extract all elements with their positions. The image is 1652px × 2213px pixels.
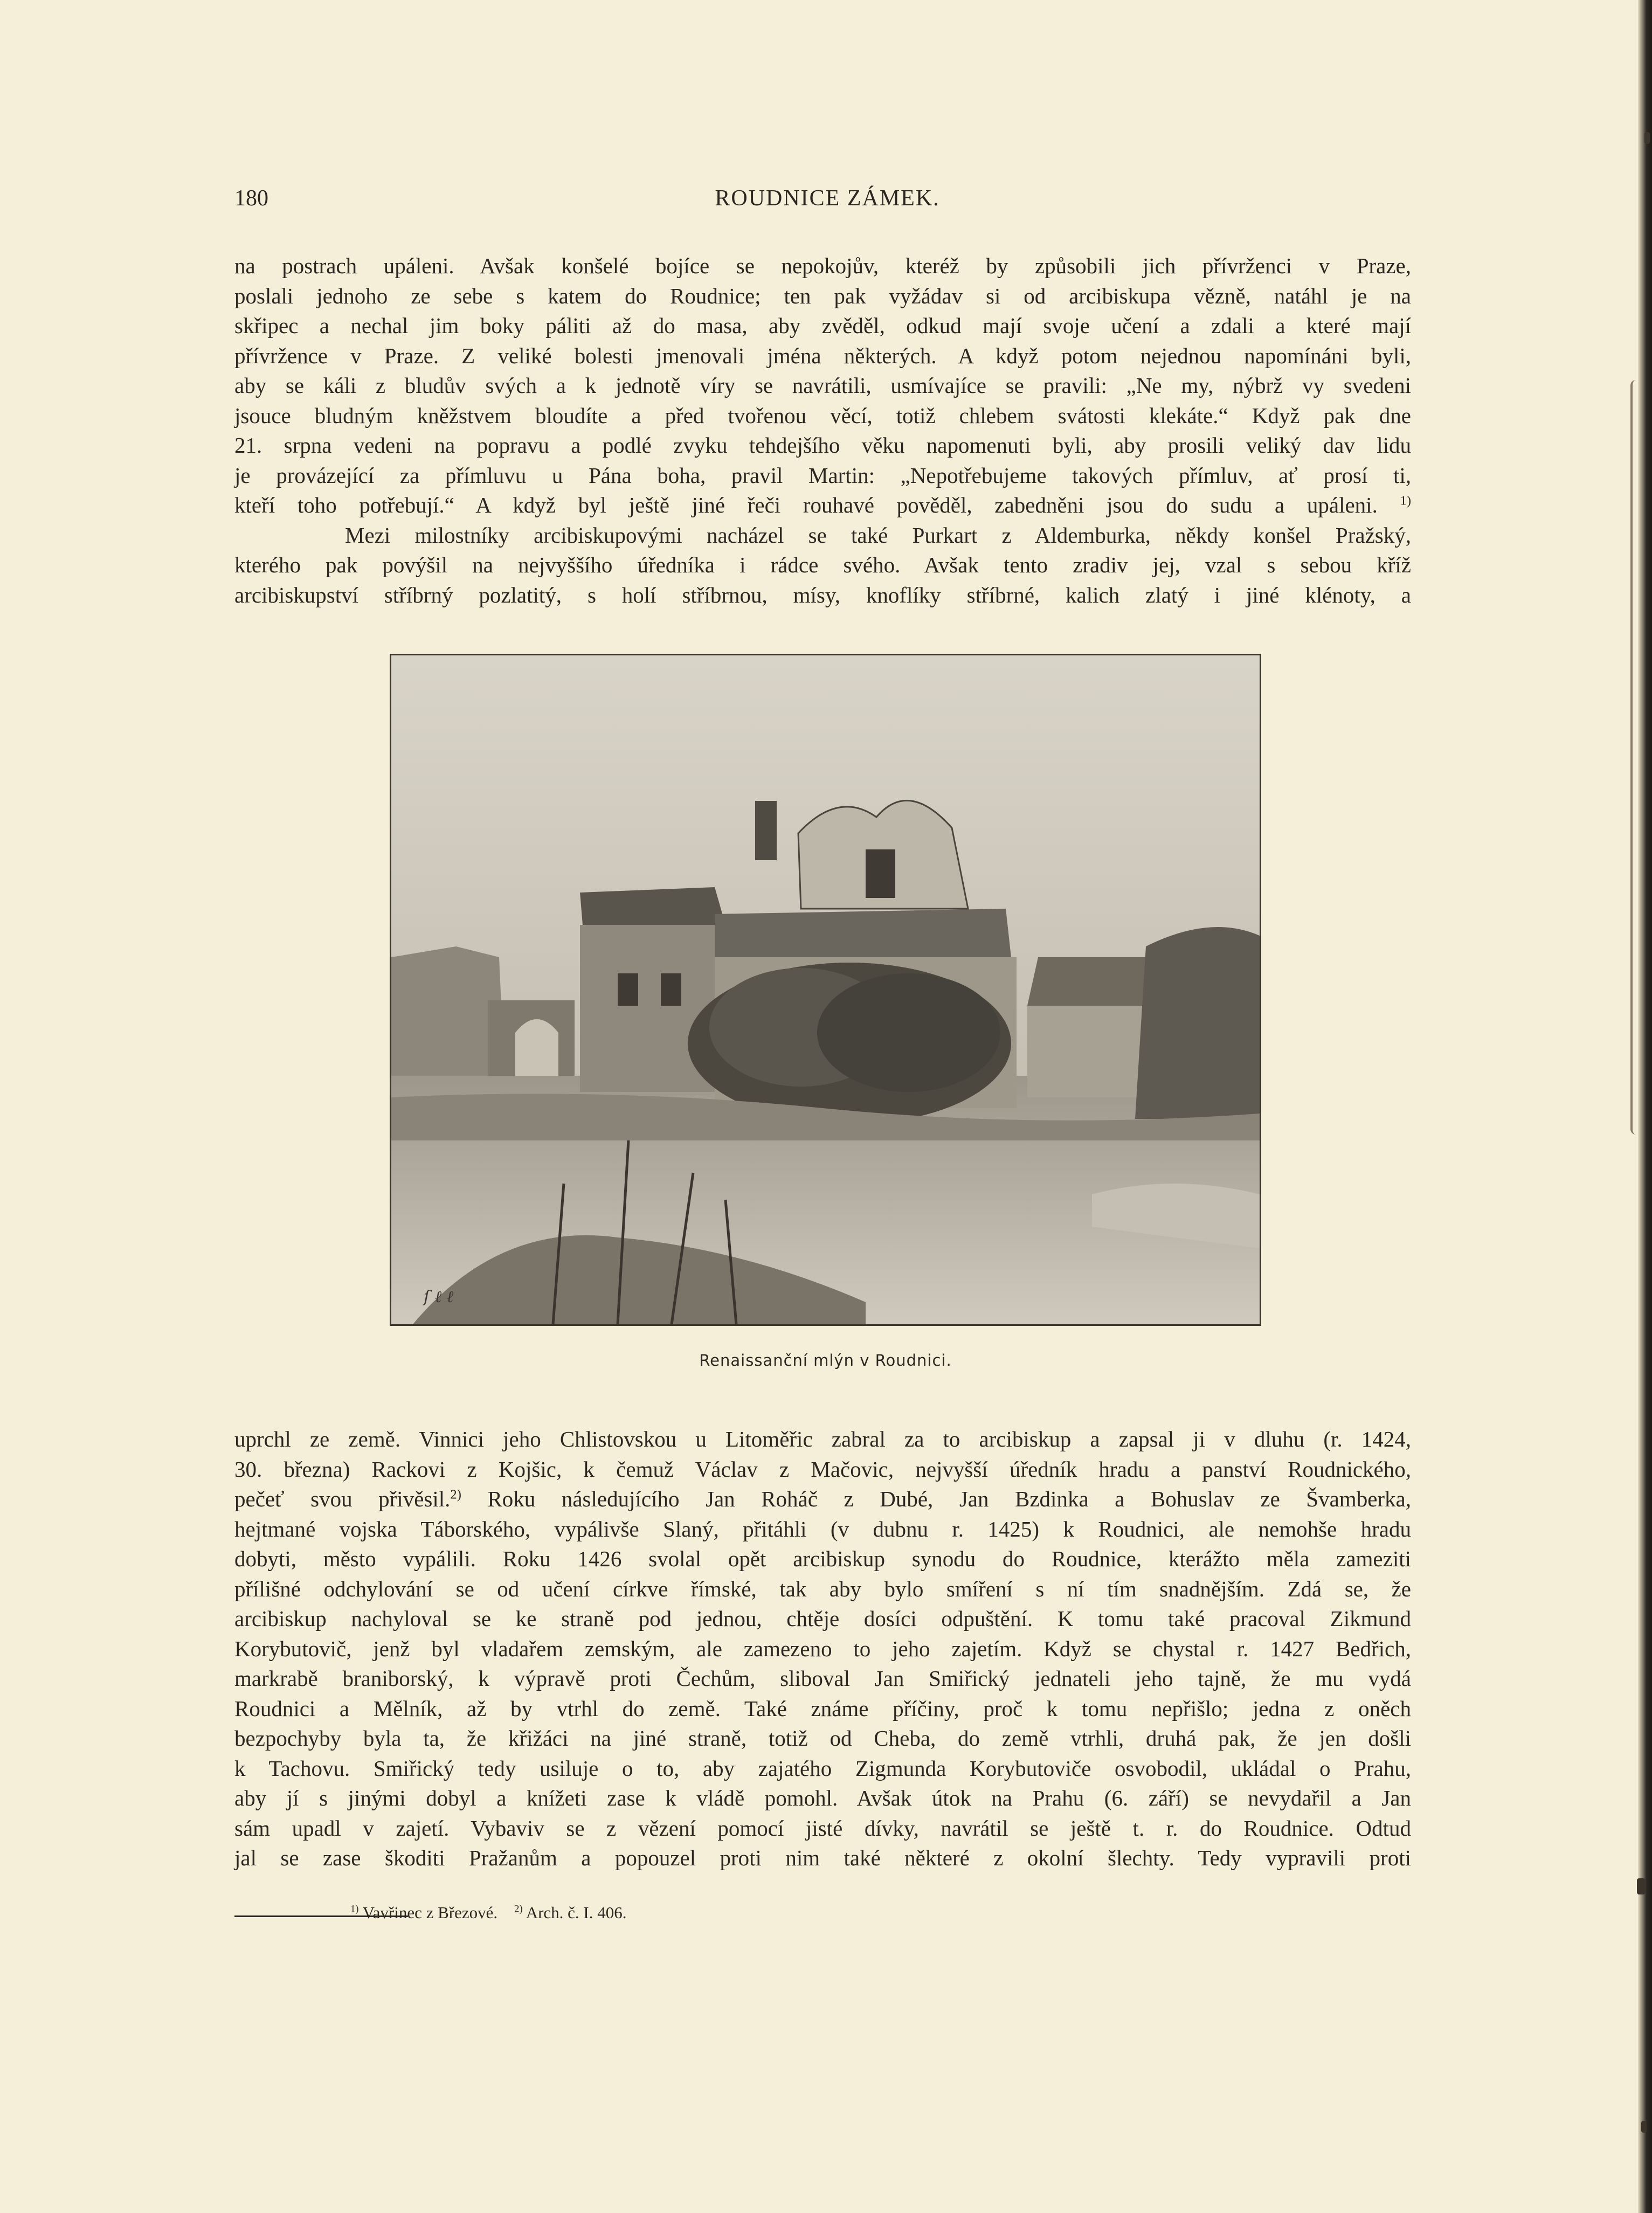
page-number: 180 (234, 186, 268, 211)
text-line (234, 1484, 1411, 1514)
text-line: je provázející za přímluvu u Pána boha, pravil Martin: „Nepotřebujeme takových přímluv, ať prosí ti, (234, 462, 1411, 488)
mill-engraving (391, 655, 1260, 1324)
page-header (234, 185, 1420, 218)
text-line: 30. března) Rackovi z Kojšic, k čemuž Václav z Mačovic, nejvyšší úředník hradu a panství Roudnického, (234, 1456, 1411, 1482)
text-line: bezpochyby byla ta, že křižáci na jiné straně, totiž od Cheba, do země vtrhli, druhá pak, že jen došli (234, 1726, 1411, 1751)
text-line: aby jí s jinými dobyl a knížeti zase k vládě pomohl. Avšak útok na Prahu (6. září) se nevydařil a Jan (234, 1786, 1411, 1810)
text-line: markrabě braniborský, k výpravě proti Čechům, sliboval Jan Smiřický jednateli jeho tajně, že mu vydá (234, 1666, 1411, 1691)
footnote-ref: 2) (450, 1487, 461, 1502)
illustration-mill (390, 654, 1261, 1326)
footnote-ref: 1) (1400, 493, 1412, 508)
text-line (234, 1873, 1411, 1904)
edge-mark (1641, 2121, 1647, 2133)
text-line: na postrach upáleni. Avšak konšelé bojíce se nepokojův, kteréž by způsobili jich přívrženci v Praze, (234, 253, 1411, 278)
binding-bracket (1630, 380, 1640, 1135)
text-line: arcibiskupství stříbrný pozlatitý, s holí stříbrnou, mísy, knoflíky stříbrné, kalich zlatý i jiné klénoty, a (234, 582, 1411, 607)
text-line: přílišné odchylování se od učení církve římské, tak aby bylo smíření s ní tím snadnějším. Zdá se, že (234, 1576, 1411, 1601)
text-line-content: pečeť svou přivěsil. (234, 1486, 451, 1511)
text-line: arcibiskup nachyloval se ke straně pod jednou, chtěje dosíci odpuštění. K tomu také pracoval Zikmund (234, 1606, 1411, 1631)
text-line: hejtmané vojska Táborského, vypálivše Slaný, přitáhli (v dubnu r. 1425) k Roudnici, ale nemohše hradu (234, 1516, 1411, 1541)
text-line: aby se káli z bludův svých a k jednotě víry se navrátili, usmívajíce se pravili: „Ne my, nýbrž vy svedeni (234, 373, 1411, 398)
text-line: skřipec a nechal jim boky páliti až do masa, aby zvěděl, odkud mají svoje učení a zdali a které mají (234, 313, 1411, 338)
svg-text:ſ ℓ ℓ: ſ ℓ ℓ (424, 1288, 454, 1306)
text-line: Mezi milostníky arcibiskupovými nacházel se také Purkart z Aldemburka, někdy konšel Pražský, (345, 522, 1411, 548)
text-block-bottom (234, 1424, 1411, 1903)
edge-mark (1644, 132, 1650, 144)
text-line: k Tachovu. Smiřický tedy usiluje o to, aby zajatého Zigmunda Korybutoviče osvobodil, ukládal o Prahu, (234, 1755, 1411, 1781)
text-line: sám upadl v zajetí. Vybaviv se z vězení pomocí jisté dívky, navrátil se ještě t. r. do Roudnice. Odtud (234, 1815, 1411, 1841)
text-line: jsouce bludným kněžstvem bloudíte a před tvořenou věcí, totiž chlebem svátosti klekáte.“ Když pak dne (234, 403, 1411, 428)
text-line: Roudnici a Mělník, až by vtrhl do země. Také známe příčiny, proč k tomu nepřišlo; jedna z oněch (234, 1696, 1411, 1721)
footnote-mark: 2) (514, 1903, 523, 1915)
text-line-content: Roku následujícího Jan Roháč z Dubé, Jan Bzdinka a Bohuslav ze Švamberka, (487, 1486, 1411, 1511)
text-line: kterého pak povýšil na nejvyššího úředníka i rádce svého. Avšak tento zradiv jej, vzal s sebou kříž (234, 552, 1411, 577)
running-head: ROUDNICE ZÁMEK. (715, 186, 940, 211)
text-block-top (234, 251, 1411, 610)
text-line-content: kteří toho potřebují.“ A když byl ještě jiné řeči rouhavé pověděl, zabedněni jsou do sudu a upáleni. (234, 493, 1378, 517)
footnote-text: Arch. č. I. 406. (526, 1903, 627, 1922)
text-line: jal se zase škoditi Pražanům a popouzel proti nim také některé z okolní šlechty. Tedy vypravili proti (234, 1845, 1411, 1870)
text-line: 21. srpna vedeni na popravu a podlé zvyku tehdejšího věku napomenuti byli, aby prosili veliký dav lidu (234, 433, 1411, 458)
footnotes (350, 1903, 1051, 1922)
edge-mark (1637, 1878, 1646, 1894)
text-line: přívržence v Praze. Z veliké bolesti jmenovali jména některých. A když potom nejednou napomínáni byli, (234, 343, 1411, 368)
text-line: poslali jednoho ze sebe s katem do Roudnice; ten pak vyžádav si od arcibiskupa vězně, natáhl je na (234, 283, 1411, 308)
footnote-text: Vavřinec z Březové. (362, 1903, 498, 1922)
footnote-mark: 1) (350, 1903, 359, 1915)
text-line: uprchl ze země. Vinnici jeho Chlistovskou u Litoměřic zabral za to arcibiskup a zapsal ji v dluhu (r. 1424, (234, 1427, 1411, 1451)
text-line: Korybutovič, jenž byl vladařem zemským, ale zamezeno to jeho zajetím. Když se chystal r. 1427 Bedřich, (234, 1636, 1411, 1661)
figure-caption: Renaissanční mlýn v Roudnici. (699, 1351, 952, 1370)
text-line (234, 490, 1411, 521)
text-line: dobyti, město vypálili. Roku 1426 svolal opět arcibiskup synodu do Roudnice, kterážto měla zameziti (234, 1546, 1411, 1571)
